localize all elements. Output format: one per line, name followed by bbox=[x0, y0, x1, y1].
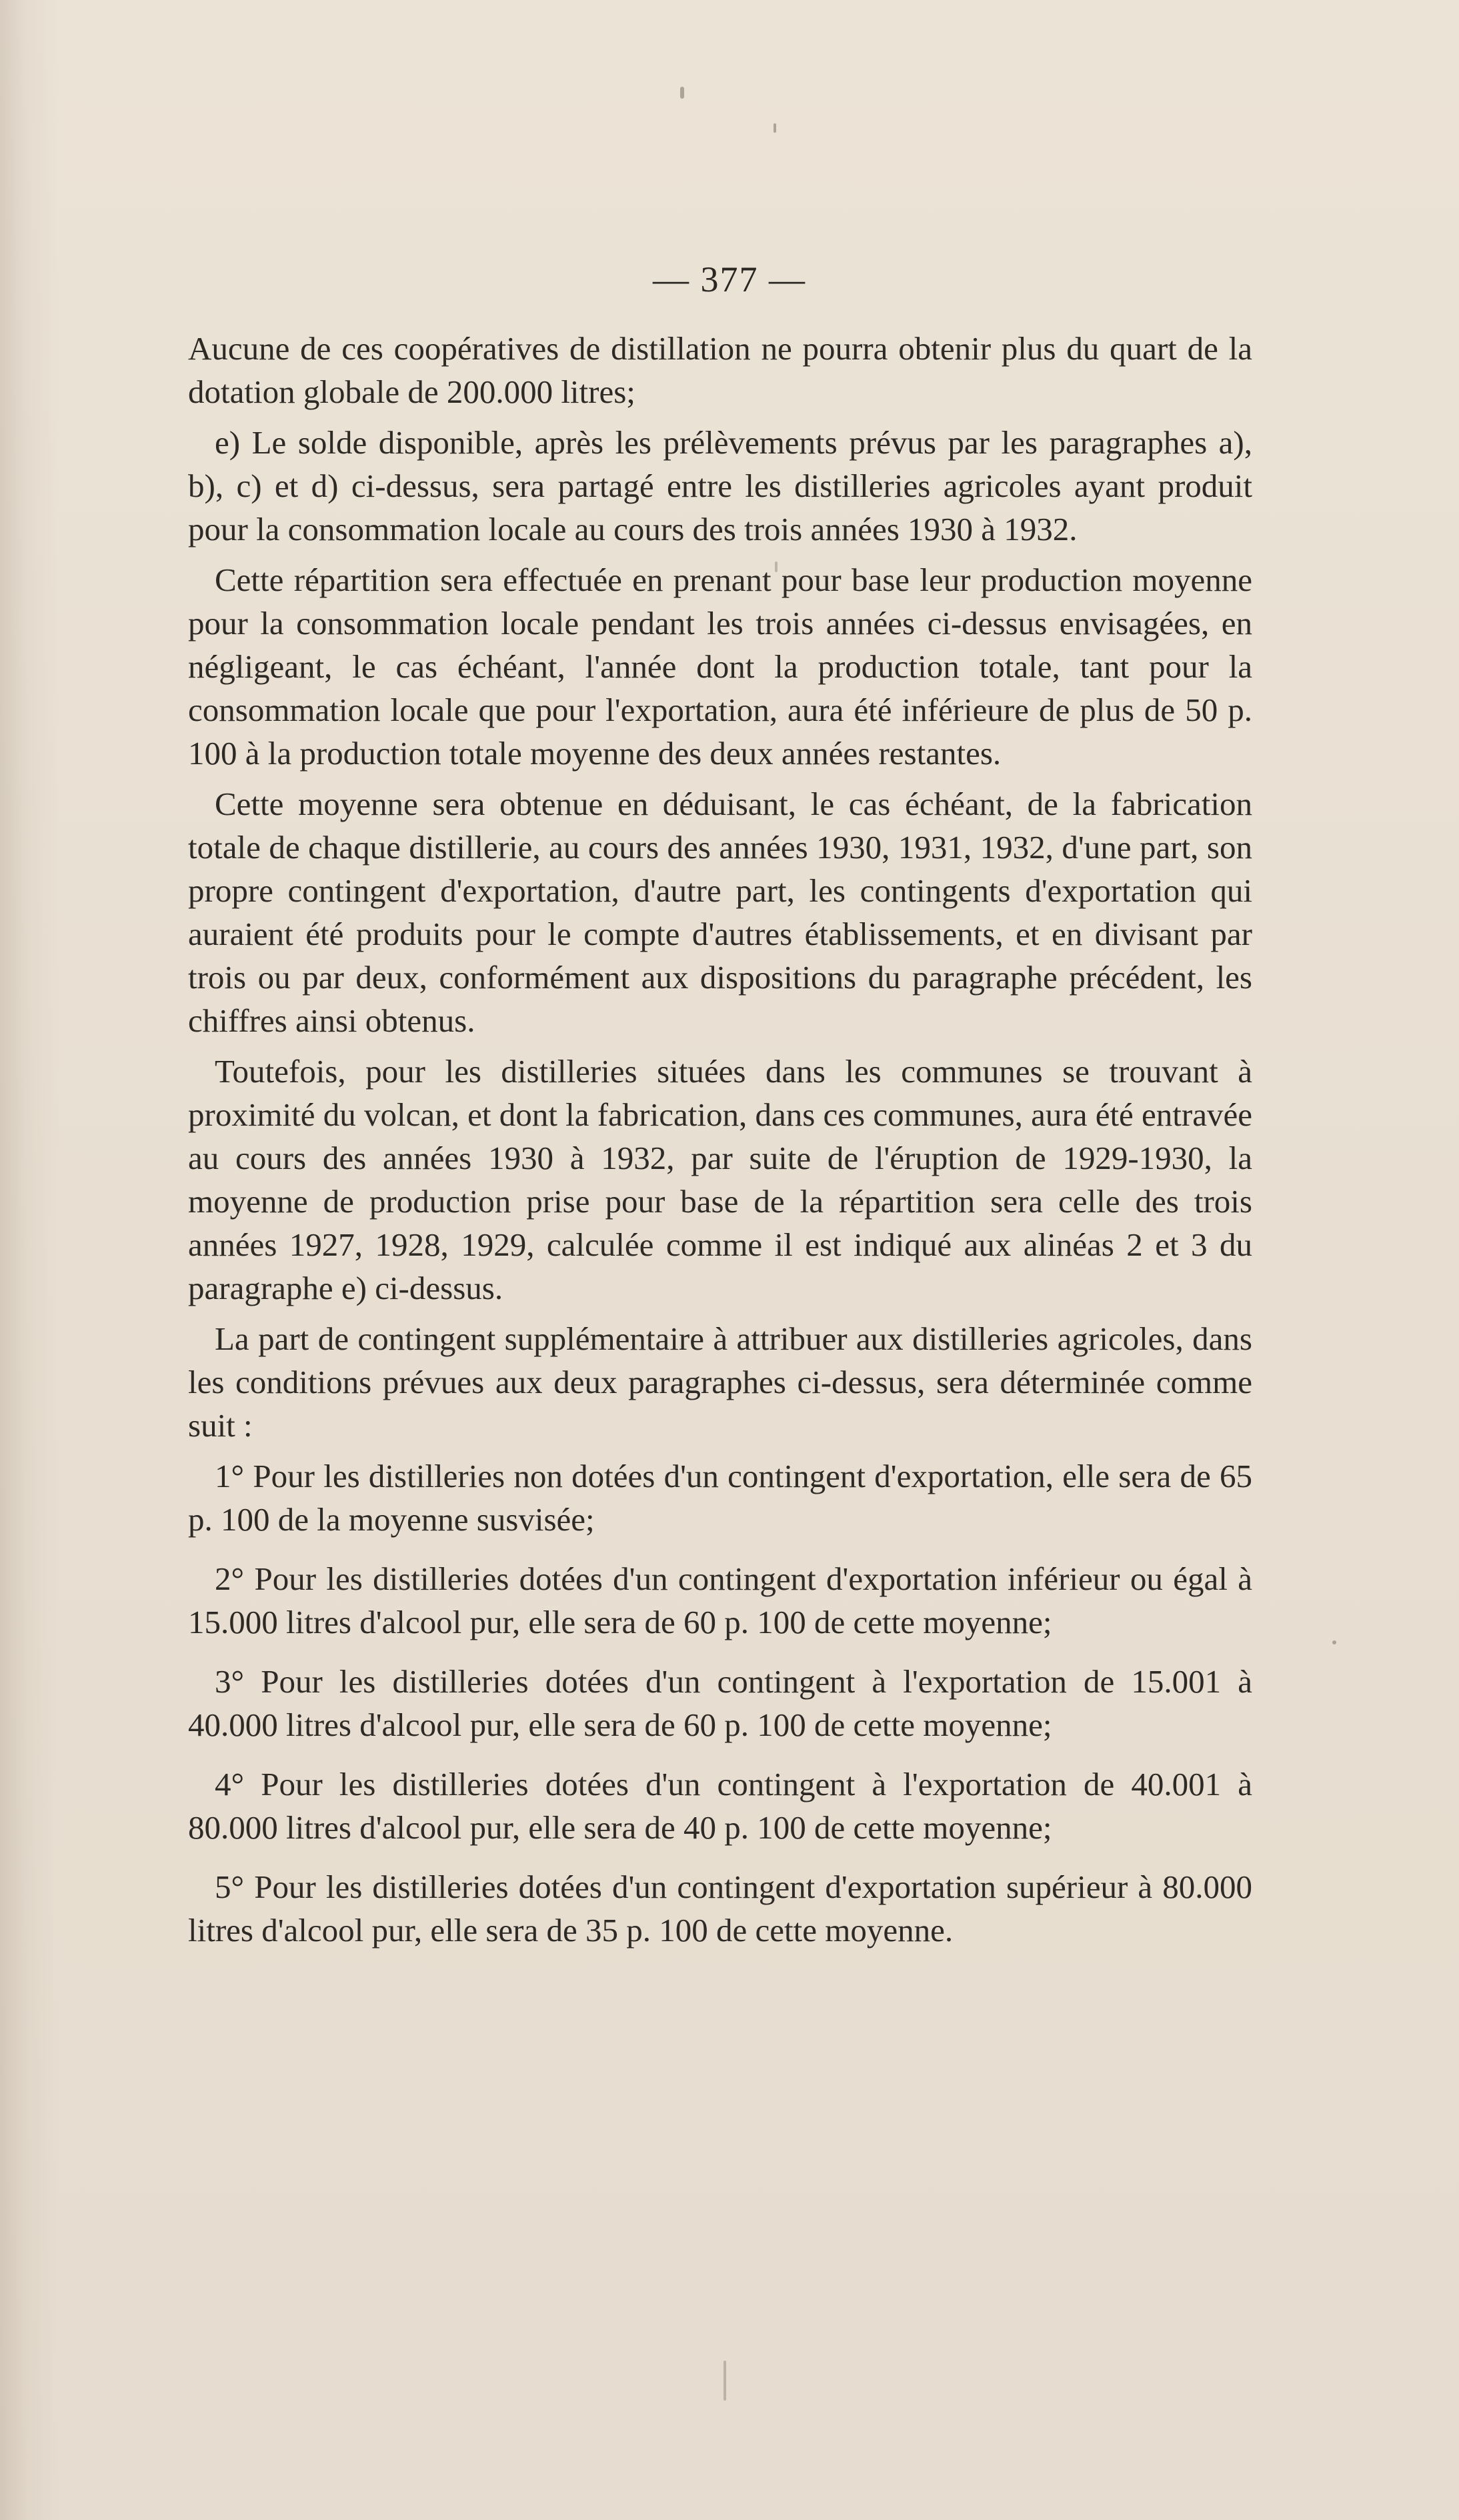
paper-speck bbox=[775, 561, 778, 572]
paragraph-supplementary-share: La part de contingent supplémentaire à attribuer aux distilleries agricoles, dans les conditions prévues aux deux paragraphes ci-dessus, sera déterminée comme suit : bbox=[188, 1320, 1252, 1444]
paragraph-e-remaining-balance: e) Le solde disponible, après les prélèvements prévus par les paragraphes a), b), c) et d) ci-dessus, sera partagé entre les distilleries agricoles ayant produit pour la consommation locale au cours des trois années 1930 à 1932. bbox=[188, 424, 1252, 547]
list-item-2: 2° Pour les distilleries dotées d'un contingent d'exportation inférieur ou égal à 15.000 litres d'alcool pur, elle sera de 60 p. 100 de cette moyenne; bbox=[188, 1560, 1252, 1640]
list-item-1: 1° Pour les distilleries non dotées d'un contingent d'exportation, elle sera de 65 p. 100 de la moyenne susvisée; bbox=[188, 1458, 1252, 1538]
paragraph-quota-limit: Aucune de ces coopératives de distillation ne pourra obtenir plus du quart de la dotation globale de 200.000 litres; bbox=[188, 330, 1252, 410]
body-text bbox=[188, 327, 1252, 1968]
list-item-4: 4° Pour les distilleries dotées d'un contingent à l'exportation de 40.001 à 80.000 litres d'alcool pur, elle sera de 40 p. 100 de cette moyenne; bbox=[188, 1766, 1252, 1846]
paragraph-average-calculation: Cette moyenne sera obtenue en déduisant, le cas échéant, de la fabrication totale de chaque distillerie, au cours des années 1930, 1931, 1932, d'une part, son propre contingent d'exportation, d'autre part, les contingents d'exportation qui auraient été produits pour le compte d'autres établissements, et en divisant par trois ou par deux, conformément aux dispositions du paragraphe précédent, les chiffres ainsi obtenus. bbox=[188, 786, 1252, 1039]
list-item-5: 5° Pour les distilleries dotées d'un contingent d'exportation supérieur à 80.000 litres d'alcool pur, elle sera de 35 p. 100 de cette moyenne. bbox=[188, 1868, 1252, 1949]
paragraph-distribution-basis: Cette répartition sera effectuée en prenant pour base leur production moyenne pour la consommation locale pendant les trois années ci-dessus envisagées, en négligeant, le cas échéant, l'année dont la production totale, tant pour la consommation locale que pour l'exportation, aura été inférieure de plus de 50 p. 100 à la production totale moyenne des deux années restantes. bbox=[188, 561, 1252, 772]
paper-speck bbox=[680, 87, 684, 99]
page-number: — 377 — bbox=[653, 259, 806, 299]
paper-speck bbox=[1332, 1640, 1336, 1644]
paragraph-volcano-exception: Toutefois, pour les distilleries situées dans les communes se trouvant à proximité du volcan, et dont la fabrication, dans ces communes, aura été entravée au cours des années 1930 à 1932, par suite de l'éruption de 1929-1930, la moyenne de production prise pour base de la répartition sera celle des trois années 1927, 1928, 1929, calculée comme il est indiqué aux alinéas 2 et 3 du paragraphe e) ci-dessus. bbox=[188, 1053, 1252, 1306]
list-item-3: 3° Pour les distilleries dotées d'un contingent à l'exportation de 15.001 à 40.000 litres d'alcool pur, elle sera de 60 p. 100 de cette moyenne; bbox=[188, 1663, 1252, 1743]
paper-speck bbox=[774, 123, 776, 133]
paper-speck bbox=[723, 2361, 726, 2401]
